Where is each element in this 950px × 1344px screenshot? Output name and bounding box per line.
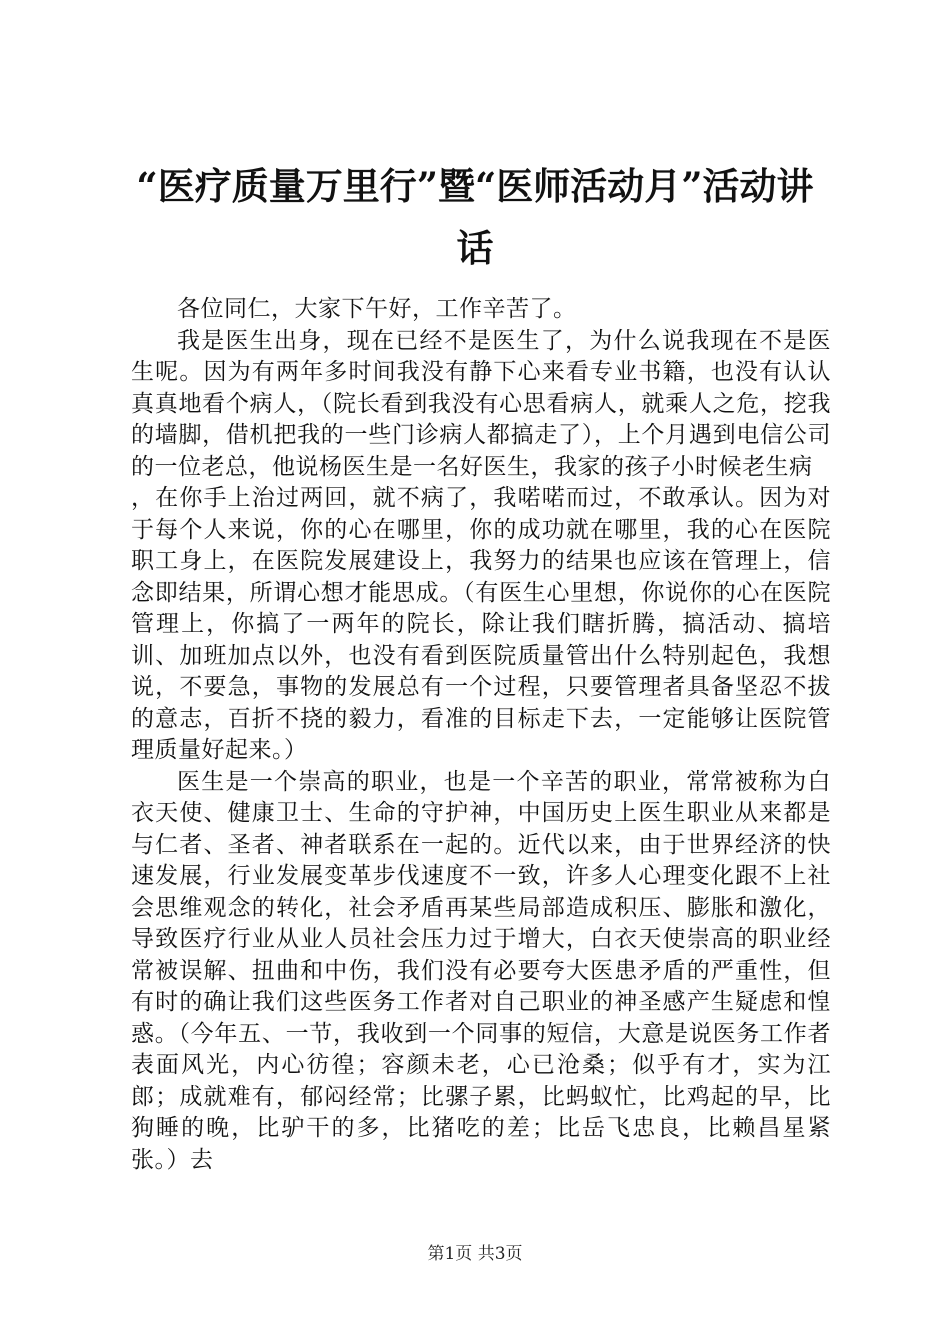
- page-number-footer: 第1页 共3页: [427, 1244, 523, 1264]
- paragraph-intro: 我是医生出身，现在已经不是医生了，为什么说我现在不是医生呢。因为有两年多时间我没有静下心来看专业书籍，也没有认认真真地看个病人，（院长看到我没有心思看病人，就乘人之危，挖我的墙脚，借机把我的一些门诊病人都搞走了），上个月遇到电信公司的一位老总，他说杨医生是一名好医生，我家的孩子小时候老生病: [131, 327, 831, 480]
- title-line-2: 话: [456, 226, 494, 270]
- document-body: [131, 294, 831, 1176]
- title-line-1: “医疗质量万里行”暨“医师活动月”活动讲: [136, 164, 814, 208]
- paragraph-continuation: ，在你手上治过两回，就不病了，我喏喏而过，不敢承认。因为对于每个人来说，你的心在哪里，你的成功就在哪里，我的心在医院职工身上，在医院发展建设上，我努力的结果也应该在管理上，信念即结果，所谓心想才能思成。（有医生心里想，你说你的心在医院管理上，你搞了一两年的院长，除让我们瞎折腾，搞活动、搞培训、加班加点以外，也没有看到医院质量管出什么特别起色，我想说，不要急，事物的发展总有一个过程，只要管理者具备坚忍不拔的意志，百折不挠的毅力，看准的目标走下去，一定能够让医院管理质量好起来。）: [131, 485, 831, 763]
- paragraph-greeting: 各位同仁，大家下午好，工作辛苦了。: [177, 296, 577, 322]
- document-title: [100, 155, 850, 279]
- paragraph-profession: 医生是一个崇高的职业，也是一个辛苦的职业，常常被称为白衣天使、健康卫士、生命的守护神，中国历史上医生职业从来都是与仁者、圣者、神者联系在一起的。近代以来，由于世界经济的快速发展，行业发展变革步伐速度不一致，许多人心理变化跟不上社会思维观念的转化，社会矛盾再某些局部造成积压、膨胀和激化，导致医疗行业从业人员社会压力过于增大，白衣天使崇高的职业经常被误解、扭曲和中伤，我们没有必要夸大医患矛盾的严重性，但有时的确让我们这些医务工作者对自己职业的神圣感产生疑虑和惶惑。（今年五、一节，我收到一个同事的短信，大意是说医务工作者表面风光，内心彷徨；容颜未老，心已沧桑；似乎有才，实为江郎；成就难有，郁闷经常；比骡子累，比蚂蚁忙，比鸡起的早，比狗睡的晚，比驴干的多，比猪吃的差；比岳飞忠良，比赖昌星紧张。）去: [131, 768, 831, 1173]
